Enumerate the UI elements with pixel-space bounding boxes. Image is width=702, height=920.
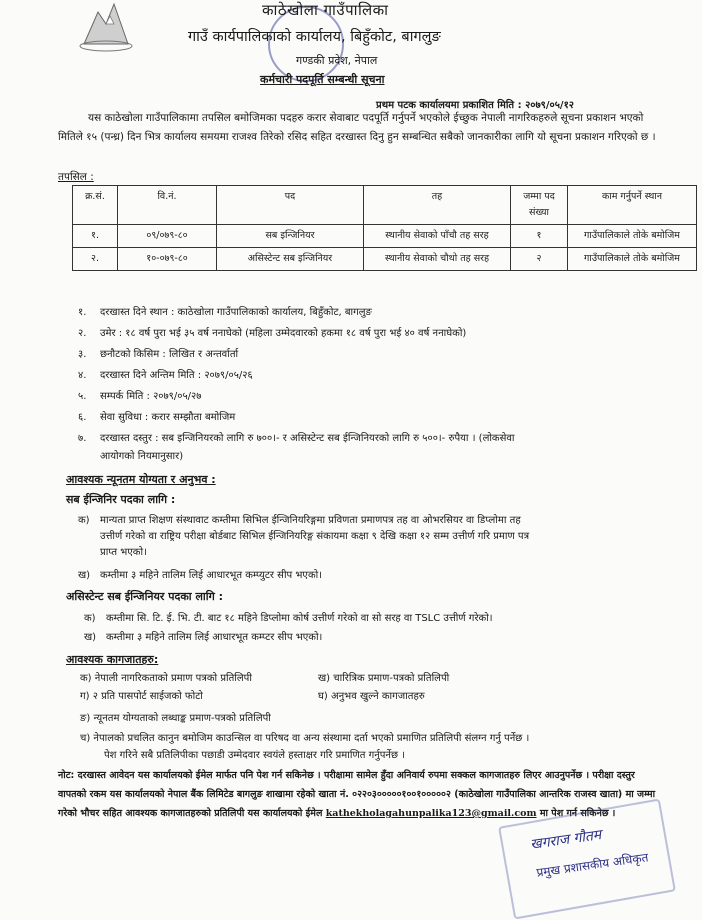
list-item: सम्पर्क मिति : २०७९/०५/२७	[100, 391, 202, 402]
document-item: घ) अनुभव खुल्ने कागजातहरु	[318, 691, 425, 702]
qualification-text: कम्तीमा ३ महिने तालिम लिई आधारभूत कम्प्युटर सीप भएको।	[100, 570, 323, 581]
list-number: ४.	[78, 370, 87, 381]
list-item: उमेर : १८ वर्ष पुरा भई ३५ वर्ष ननाघेको (महिला उम्मेदवारको हकमा १८ वर्ष पुरा भई ४० वर्ष ननाघेको)	[100, 328, 467, 339]
document-item: क) नेपाली नागरिकताको प्रमाण पत्रको प्रतिलिपी	[80, 673, 252, 684]
intro-paragraph: यस काठेखोला गाउँपालिकामा तपसिल बमोजिमका पदहरु करार सेवाबाट पदपूर्ति गर्नुपर्ने भएकोले ईच्छुक नेपाली नागरिकहरुले सूचना प्रकाशन भएको मितिले १५ (पन्ध्र) दिन भित्र कार्यालय समयमा राजश्व तिरेको रसिद सहित दरखास्त दिनु हुन सम्बन्धित सबैको जानकारीका लागि यो सूचना प्रकाशन गरिएको छ ।	[58, 112, 656, 143]
nepal-emblem-icon	[76, 0, 136, 52]
qualification-heading: आवश्यक न्यूनतम योग्यता र अनुभव :	[66, 473, 216, 486]
list-item: आयोगको नियमानुसार)	[100, 451, 184, 462]
table-cell: १	[511, 225, 568, 248]
qualification-item: क)	[78, 515, 90, 526]
table-row	[73, 248, 697, 271]
province-line: गण्डकी प्रदेश, नेपाल	[296, 54, 378, 67]
qualification-item: ख)	[84, 632, 97, 643]
col-header: क्र.सं.	[73, 186, 118, 225]
list-number: २.	[78, 328, 87, 339]
list-number: ५.	[78, 391, 87, 402]
table-cell: १०-०७९-८०	[118, 248, 217, 271]
qualification-text: उत्तीर्ण गरेको वा राष्ट्रिय परीक्षा बोर्डबाट सिभिल ईन्जिनियरिङ्ग संकायमा कक्षा ९ देखि कक्षा १२ सम्म उत्तीर्ण गरि प्रमाण पत्र	[100, 531, 530, 542]
tapsil-label: तपसिल :	[58, 171, 94, 183]
table-cell: गाउँपालिकाले तोके बमोजिम	[568, 248, 697, 271]
qualification-text: कम्तीमा सि. टि. ई. भि. टी. बाट १८ महिने डिप्लोमा कोर्ष उत्तीर्ण गरेको वा सो सरह वा TSLC उत्तीर्ण गरेको।	[106, 613, 493, 624]
col-header: जम्मा पद संख्या	[511, 186, 568, 225]
table-cell: गाउँपालिकाले तोके बमोजिम	[568, 225, 697, 248]
document-item: च) नेपालको प्रचलित कानुन बमोजिम काउन्सिल वा परिषद वा अन्य संस्थामा दर्ता भएको प्रमाणित प्रतिलिपी संलग्न गर्नु पर्नेछ ।	[80, 733, 530, 744]
table-cell: सब इन्जिनियर	[217, 225, 364, 248]
document-item: ख) चारित्रिक प्रमाण-पत्रको प्रतिलिपी	[318, 673, 450, 684]
list-item: छनौटको किसिम : लिखित र अन्तर्वार्ता	[100, 349, 239, 360]
table-cell: १.	[73, 225, 118, 248]
col-header: काम गर्नुपर्ने स्थान	[568, 186, 697, 225]
qualification-text: कम्तीमा ३ महिने तालिम लिई आधारभूत कम्प्टर सीप भएको।	[106, 632, 323, 643]
publish-date-line: प्रथम पटक कार्यालयमा प्रकाशित मिति : २०७९/०५/१२	[376, 100, 574, 111]
list-number: ३.	[78, 349, 87, 360]
table-cell: ०९/०७९-८०	[118, 225, 217, 248]
table-cell: स्थानीय सेवाको चौथो तह सरह	[364, 248, 511, 271]
list-number: ६.	[78, 412, 87, 423]
col-header: वि.नं.	[118, 186, 217, 225]
list-item: दरखास्त दिने अन्तिम मिति : २०७९/०५/२६	[100, 370, 253, 381]
notice-title: कर्मचारी पदपूर्ति सम्बन्धी सूचना	[260, 73, 385, 86]
table-cell: स्थानीय सेवाको पाँचौ तह सरह	[364, 225, 511, 248]
document-item: ङ) न्यूनतम योग्यताको लब्धाङ्क प्रमाण-पत्रको प्रतिलिपी	[80, 713, 271, 724]
list-item: सेवा सुविधा : करार सम्झौता बमोजिम	[100, 412, 236, 423]
org-name: काठेखोला गाउँपालिका	[262, 1, 389, 19]
email-link[interactable]: kathekholagahunpalika123@gmail.com	[325, 808, 537, 819]
sub-engineer-heading: सब ईन्जिनिर पदका लागि :	[66, 493, 176, 506]
qualification-item: ख)	[78, 570, 91, 581]
table-cell: २.	[73, 248, 118, 271]
qualification-item: क)	[84, 613, 96, 624]
note-text: नोट: दरखास्त आवेदन यस कार्यालयको ईमेल मार्फत पनि पेश गर्न सकिनेछ । परीक्षामा सामेल हुँदा अनिवार्य रुपमा सक्कल कागजातहरु लिएर आउनुपर्नेछ । परीक्षा दस्तुर वापतको रकम यस कार्यालयको नेपाल बैंक लिमिटेड बागलुङ शाखामा रहेको खाता नं. ०२२०३०००००१००१०००००२ (काठेखोला गाउँपालिका आन्तरिक राजस्व खाता) मा जम्मा गरेको भौचर सहित आवश्यक कागजातहरुको प्रतिलिपी यस कार्यालयको ईमेल	[58, 770, 656, 819]
documents-heading: आवश्यक कागजातहरु:	[66, 653, 159, 666]
table-header-row	[73, 186, 697, 225]
list-item: दरखास्त दिने स्थान : काठेखोला गाउँपालिकाको कार्यालय, बिहुँकोट, बागलुङ	[100, 307, 372, 318]
signature-name: खगराज गौतम	[529, 827, 603, 853]
office-name: गाउँ कार्यपालिकाको कार्यालय, बिहुँकोट, बागलुङ	[188, 29, 441, 45]
list-item: दरखास्त दस्तुर : सब इन्जिनियरको लागि रु ७००।- र असिस्टेन्ट सब ईन्जिनियरको लागि रु ५००।- रुपैया । (लोकसेवा	[100, 433, 515, 444]
table-cell: २	[511, 248, 568, 271]
signature-title: प्रमुख प्रशासकीय अधिकृत	[535, 850, 650, 880]
note-tail: मा पेश गर्न सकिनेछ ।	[539, 808, 616, 819]
document-item: पेश गरिने सबै प्रतिलिपीका पछाडी उम्मेदवार स्वयंले हस्ताक्षर गरि प्रमाणित गर्नुपर्नेछ ।	[104, 750, 405, 761]
list-number: ७.	[78, 433, 87, 444]
vacancy-table	[72, 185, 697, 271]
table-row	[73, 225, 697, 248]
document-item: ग) २ प्रति पासपोर्ट साईजको फोटो	[80, 691, 203, 702]
col-header: पद	[217, 186, 364, 225]
qualification-text: मान्यता प्राप्त शिक्षण संस्थावाट कम्तीमा सिभिल ईन्जिनियरिङ्गमा प्रविणता प्रमाणपत्र तह वा ओभरसियर वा डिप्लोमा तह	[100, 515, 521, 526]
assistant-engineer-heading: असिस्टेन्ट सब ईन्जिनियर पदका लागि :	[66, 590, 224, 603]
list-number: १.	[78, 307, 87, 318]
qualification-text: प्राप्त भएको।	[100, 547, 147, 558]
table-cell: असिस्टेन्ट सब इन्जिनियर	[217, 248, 364, 271]
col-header: तह	[364, 186, 511, 225]
